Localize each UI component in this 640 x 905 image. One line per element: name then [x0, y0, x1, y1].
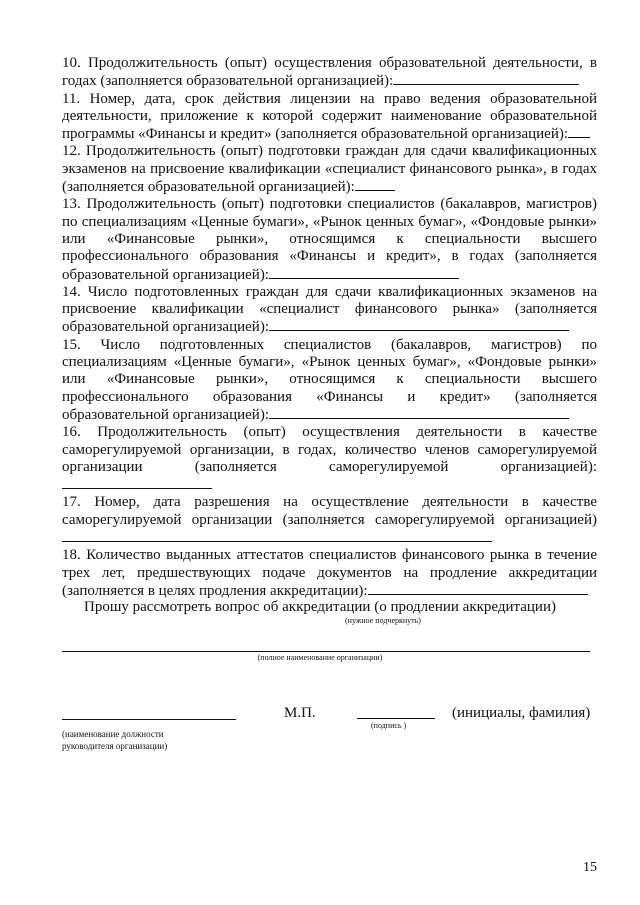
- fill-line: [62, 476, 212, 489]
- signature-line: [357, 718, 435, 719]
- form-item-12: [62, 143, 597, 196]
- item-text: 10. Продолжительность (опыт) осуществления образовательной деятельности, в годах (заполняется образовательной организацией):: [62, 55, 597, 90]
- initials-label: (инициалы, фамилия): [452, 705, 591, 721]
- form-item-17: [62, 494, 597, 547]
- page-number: 15: [583, 860, 597, 875]
- form-item-10: [62, 55, 597, 91]
- fill-line: [62, 529, 492, 542]
- fill-line: [269, 406, 569, 419]
- item-text: 17. Номер, дата разрешения на осуществление деятельности в качестве саморегулируемой организации (заполняется саморегулируемой организацией): [62, 494, 597, 528]
- org-name-caption: (полное наименование организации): [257, 653, 383, 662]
- item-text: 13. Продолжительность (опыт) подготовки специалистов (бакалавров, магистров) по специализациям «Ценные бумаги», «Рынок ценных бумаг», «Фондовые рынки» или «Финансовые рынки», относящимся к специальности высшего профессионального образования «Финансы и кредит», в годах (заполняется образовательной организацией):: [62, 196, 597, 283]
- fill-line: [368, 582, 588, 595]
- item-text: 15. Число подготовленных специалистов (бакалавров, магистров) по специализациям «Ценные бумаги», «Рынок ценных бумаг», «Фондовые рынки» или «Финансовые рынки», относящимся к специальности высшего профессионального образования «Финансы и кредит» (заполняется образовательной организацией):: [62, 336, 597, 423]
- form-item-18: [62, 547, 597, 600]
- form-item-13: [62, 196, 597, 283]
- position-line: [62, 719, 236, 720]
- item-text: 16. Продолжительность (опыт) осуществления деятельности в качестве саморегулируемой организации, в годах, количество членов саморегулируемой организации (заполняется саморегулируемой организацией):: [62, 424, 597, 475]
- signature-caption: (подпись ): [371, 721, 407, 730]
- fill-line: [269, 266, 459, 279]
- position-caption: [62, 728, 242, 752]
- item-text: 11. Номер, дата, срок действия лицензии на право ведения образовательной деятельности, приложение к которой содержит наименование образовательной программы «Финансы и кредит» (заполняется образовательной организацией):: [62, 90, 597, 143]
- fill-line: [269, 318, 569, 331]
- form-item-11: [62, 91, 597, 144]
- org-name-line: [62, 651, 590, 652]
- form-item-16: [62, 424, 597, 494]
- request-statement: Прошу рассмотреть вопрос об аккредитации (о продлении аккредитации): [84, 599, 556, 615]
- fill-line: [568, 125, 590, 138]
- item-text: 18. Количество выданных аттестатов специалистов финансового рынка в течение трех лет, предшествующих подаче документов на продление аккредитации (заполняется в целях продления аккредитации):: [62, 547, 597, 599]
- form-item-15: [62, 337, 597, 424]
- fill-line: [393, 72, 579, 85]
- stamp-place-label: М.П.: [284, 705, 316, 721]
- item-text: 14. Число подготовленных граждан для сдачи квалификационных экзаменов на присвоение квалификации «специалист финансового рынка» (заполняется образовательной организацией):: [62, 283, 597, 336]
- request-note: (нужное подчеркнуть): [345, 616, 421, 625]
- position-caption-line-1: (наименование должности: [62, 729, 164, 739]
- position-caption-line-2: руководителя организации): [62, 741, 168, 751]
- fill-line: [355, 178, 395, 191]
- form-items: [62, 55, 597, 600]
- item-text: 12. Продолжительность (опыт) подготовки граждан для сдачи квалификационных экзаменов на присвоение квалификации «специалист финансового рынка», в годах (заполняется образовательной организацией):: [62, 143, 597, 196]
- form-item-14: [62, 284, 597, 337]
